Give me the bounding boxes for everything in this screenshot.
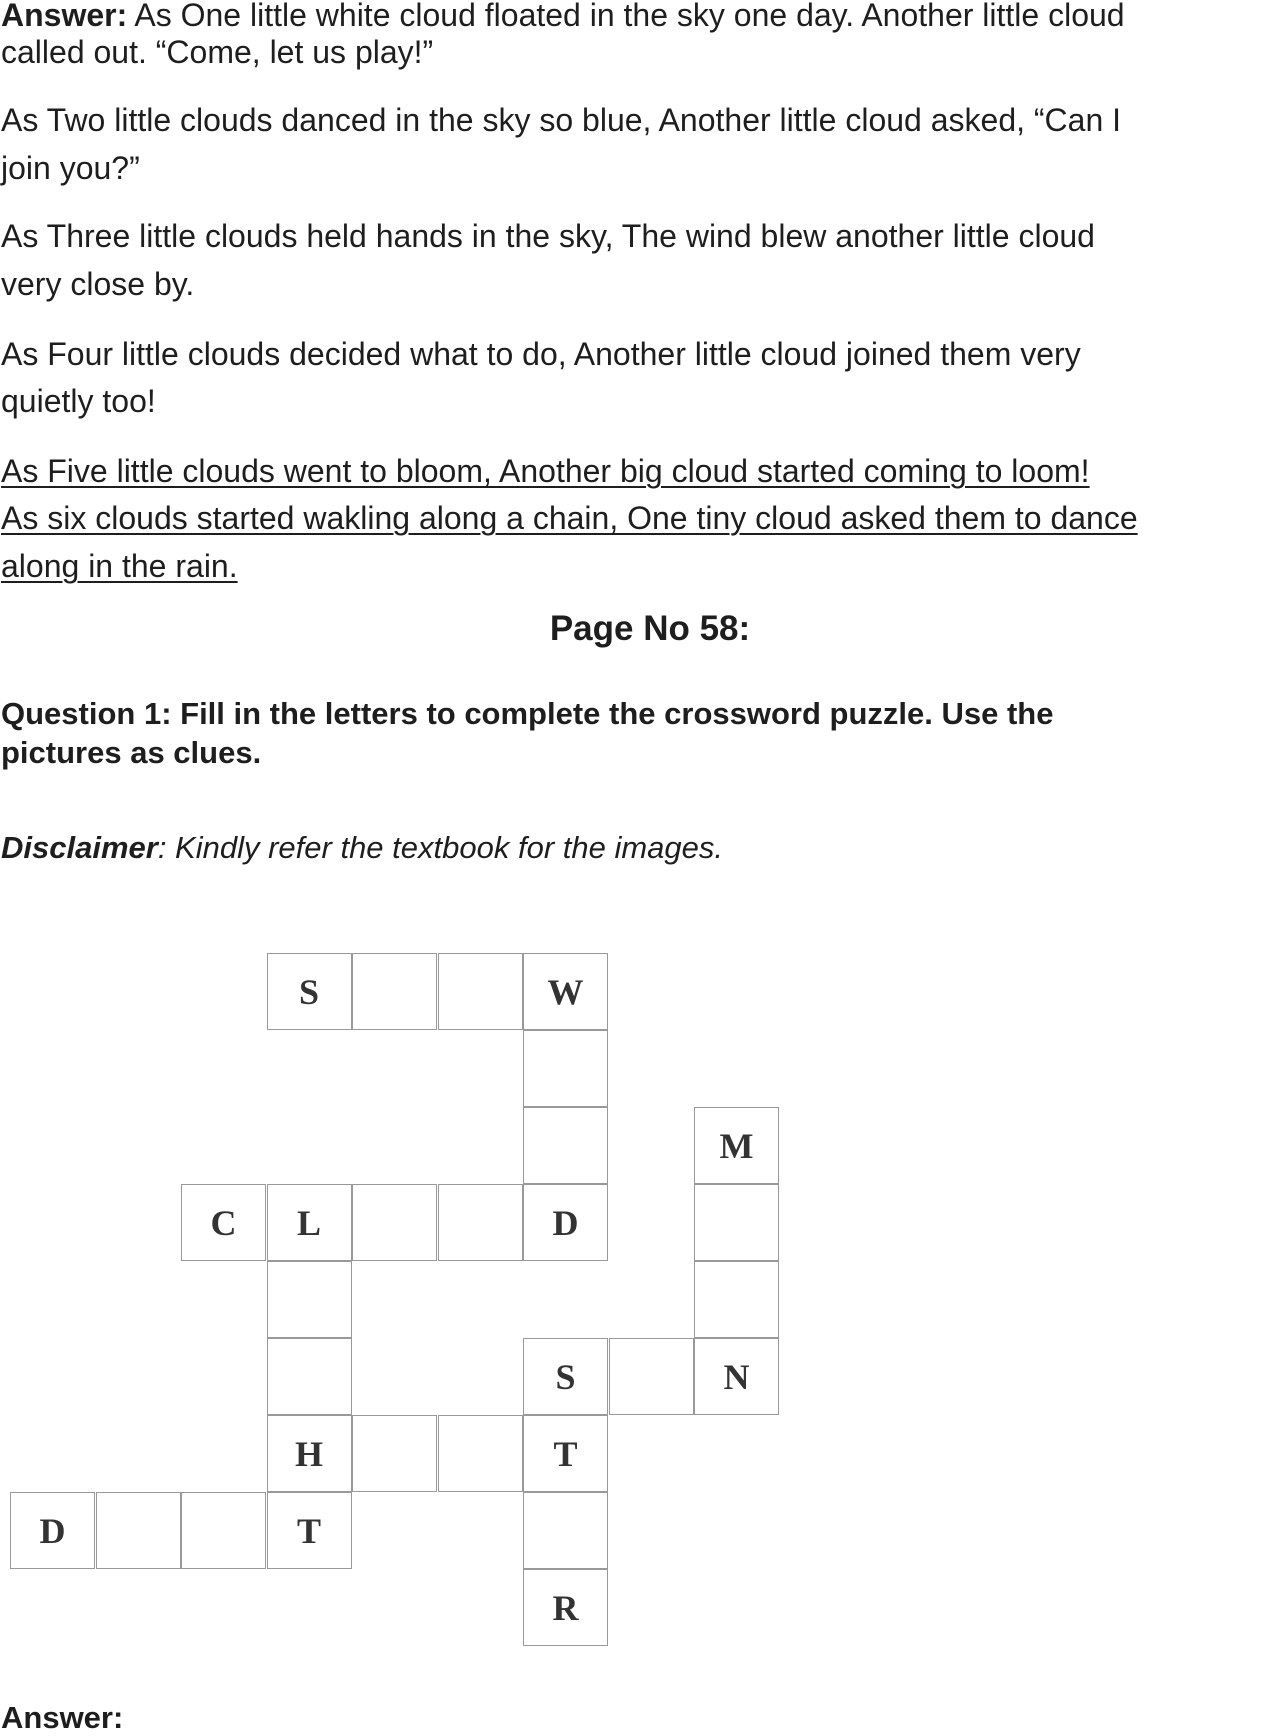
- crossword-cell[interactable]: [438, 953, 523, 1030]
- text-line: called out. “Come, let us play!”: [1, 34, 434, 70]
- underlined-line: As six clouds started wakling along a chain, One tiny cloud asked them to dance: [1, 500, 1138, 536]
- crossword-cell[interactable]: [523, 1492, 608, 1569]
- crossword-cell[interactable]: S: [267, 953, 352, 1030]
- answer-label-2: Answer:: [1, 1700, 124, 1735]
- text-line: quietly too!: [1, 383, 156, 419]
- text-line: As Four little clouds decided what to do, Another little cloud joined them very: [1, 336, 1081, 372]
- disclaimer-label: Disclaimer: [1, 830, 158, 865]
- crossword-cell[interactable]: H: [267, 1415, 352, 1492]
- crossword-cell[interactable]: M: [694, 1107, 779, 1184]
- crossword-cell[interactable]: D: [10, 1492, 95, 1569]
- crossword-cell[interactable]: D: [523, 1184, 608, 1261]
- crossword-cell[interactable]: W: [523, 953, 608, 1030]
- text-line: As Three little clouds held hands in the sky, The wind blew another little cloud: [1, 218, 1095, 254]
- crossword-cell[interactable]: [267, 1261, 352, 1338]
- crossword-cell[interactable]: T: [267, 1492, 352, 1569]
- crossword-cell[interactable]: [181, 1492, 266, 1569]
- crossword-cell[interactable]: [352, 1415, 437, 1492]
- crossword-cell[interactable]: [352, 1184, 437, 1261]
- crossword-cell[interactable]: L: [267, 1184, 352, 1261]
- crossword-cell[interactable]: [523, 1030, 608, 1107]
- answer-label: Answer:: [1, 0, 128, 33]
- question-line: pictures as clues.: [1, 735, 262, 770]
- crossword-cell[interactable]: [267, 1338, 352, 1415]
- crossword-cell[interactable]: [96, 1492, 181, 1569]
- text-line: As Two little clouds danced in the sky so blue, Another little cloud asked, “Can I: [1, 102, 1122, 138]
- disclaimer-text: : Kindly refer the textbook for the images.: [157, 830, 724, 865]
- text-line: very close by.: [1, 266, 195, 302]
- text-line: join you?”: [1, 150, 140, 186]
- crossword-cell[interactable]: C: [181, 1184, 266, 1261]
- disclaimer: [1, 830, 723, 866]
- crossword-cell[interactable]: T: [523, 1415, 608, 1492]
- crossword-cell[interactable]: [523, 1107, 608, 1184]
- crossword-cell[interactable]: [609, 1338, 694, 1415]
- crossword-cell[interactable]: N: [694, 1338, 779, 1415]
- underlined-line: along in the rain.: [1, 548, 238, 584]
- crossword-cell[interactable]: [438, 1184, 523, 1261]
- crossword-cell[interactable]: S: [523, 1338, 608, 1415]
- crossword-cell[interactable]: R: [523, 1569, 608, 1646]
- question-line: Question 1: Fill in the letters to complete the crossword puzzle. Use the: [1, 696, 1054, 731]
- text-line: Answer: As One little white cloud floated in the sky one day. Another little cloud: [1, 0, 1125, 33]
- crossword-cell[interactable]: [438, 1415, 523, 1492]
- page-heading: Page No 58:: [549, 609, 751, 648]
- crossword-cell[interactable]: [694, 1261, 779, 1338]
- underlined-line: As Five little clouds went to bloom, Another big cloud started coming to loom!: [1, 453, 1090, 489]
- crossword-cell[interactable]: [694, 1184, 779, 1261]
- crossword-cell[interactable]: [352, 953, 437, 1030]
